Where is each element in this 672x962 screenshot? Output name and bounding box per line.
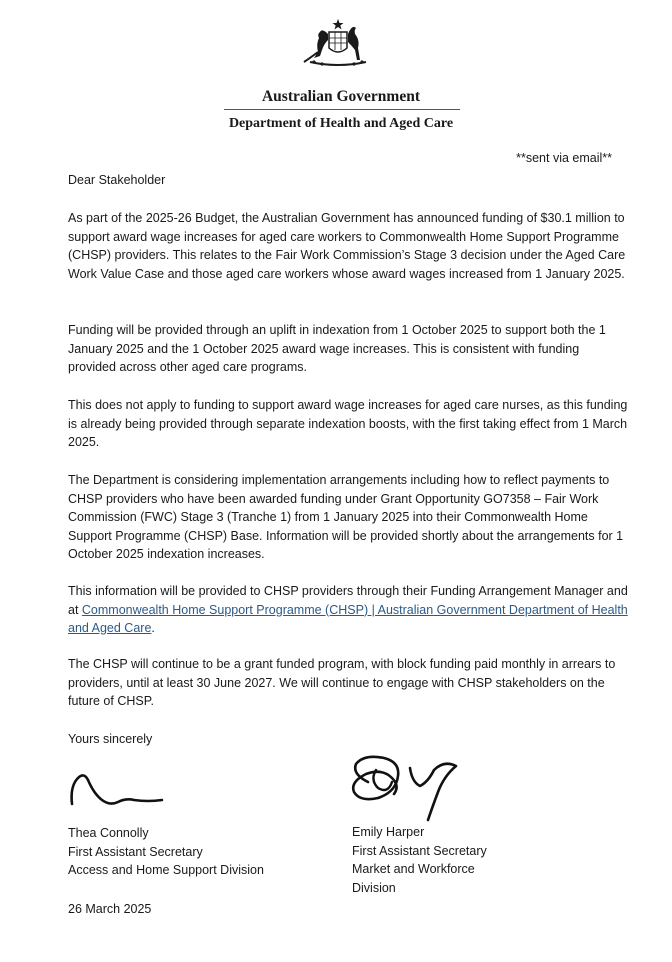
signature-emily-harper bbox=[348, 752, 462, 824]
coat-of-arms-logo bbox=[300, 18, 376, 68]
signatory-title: First Assistant Secretary bbox=[68, 844, 203, 859]
department-title: Department of Health and Aged Care bbox=[228, 116, 454, 131]
signatory-name: Emily Harper bbox=[352, 825, 425, 839]
paragraph-information-text: This information will be provided to CHSP providers through their Funding Arrangement Manager and at bbox=[68, 584, 628, 617]
letterhead-divider bbox=[224, 109, 460, 110]
paragraph-information-end: . bbox=[151, 621, 155, 635]
signatory-block-harper bbox=[352, 823, 612, 897]
closing: Yours sincerely bbox=[68, 732, 153, 746]
paragraph-indexation-uplift: Funding will be provided through an uplift in indexation from 1 October 2025 to support both the 1 January 2025 and the 1 October 2025 award wage increases. This is consistent with funding provided across other aged care programs. bbox=[68, 323, 606, 374]
government-title: Australian Government bbox=[261, 88, 420, 105]
paragraph-budget-funding: As part of the 2025-26 Budget, the Australian Government has announced funding of $30.1 million to support award wage increases for aged care workers to Commonwealth Home Support Programme (CHSP) providers. This relates to the Fair Work Commission’s Stage 3 decision under the Aged Care Work Value Case and those aged care workers whose award wages increased from 1 January 2025. bbox=[68, 211, 626, 281]
chsp-web-link[interactable]: Commonwealth Home Support Programme (CHSP) | Australian Government Department of Health and Aged Care bbox=[68, 602, 628, 635]
paragraph-grant-funded: The CHSP will continue to be a grant funded program, with block funding paid monthly in arrears to providers, until at least 30 June 2027. We will continue to engage with CHSP stakeholders on the future of CHSP. bbox=[68, 657, 616, 708]
signatory-title: First Assistant Secretary bbox=[352, 843, 487, 858]
signatory-block-connolly bbox=[68, 824, 328, 880]
signatory-name: Thea Connolly bbox=[68, 826, 149, 840]
signatory-division-cont: Division bbox=[352, 880, 396, 895]
paragraph-nurses-exclusion: This does not apply to funding to support award wage increases for aged care nurses, as this funding is already being provided through separate indexation boosts, with the first taking effect from 1 March 2025. bbox=[68, 398, 628, 449]
paragraph-implementation: The Department is considering implementation arrangements including how to reflect payments to CHSP providers who have been awarded funding under Grant Opportunity GO7358 – Fair Work Commission (FWC) Stage 3 (Tranche 1) from 1 January 2025 into their Commonwealth Home Support Programme (CHSP) Base. Information will be provided shortly about the arrangements for 1 October 2025 indexation increases. bbox=[68, 473, 624, 561]
sent-via-email-note: **sent via email** bbox=[516, 151, 612, 165]
signatory-division: Access and Home Support Division bbox=[68, 863, 264, 877]
signature-thea-connolly bbox=[68, 766, 168, 812]
signatory-division: Market and Workforce bbox=[352, 862, 475, 876]
letter-date: 26 March 2025 bbox=[68, 902, 152, 916]
salutation: Dear Stakeholder bbox=[68, 173, 166, 187]
paragraph-information-channels bbox=[68, 582, 628, 638]
